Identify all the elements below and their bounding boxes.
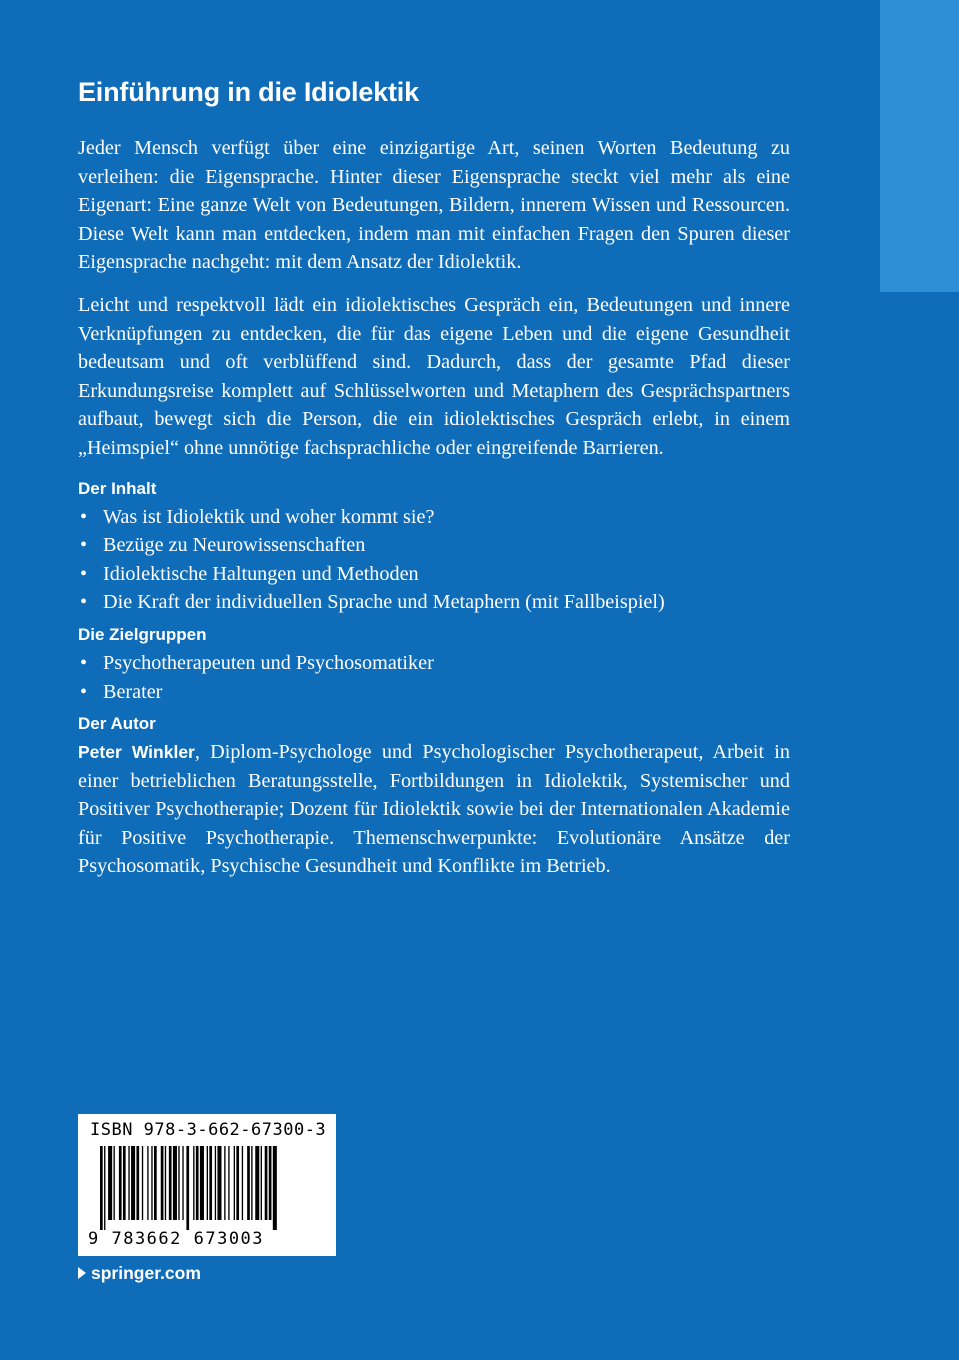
intro-paragraph-1: Jeder Mensch verfügt über eine einzigartige Art, seinen Worten Bedeutung zu verleihen: die Eigensprache. Hinter dieser Eigensprache steckt viel mehr als eine Eigenart: Eine ganze Welt von Bedeutungen, Bildern, innerem Wissen und Ressourcen. Diese Welt kann man entdecken, indem man mit einfachen Fragen den Spuren dieser Eigensprache nachgeht: mit dem Ansatz der Idiolektik.: [78, 137, 790, 274]
book-title: Einführung in die Idiolektik: [78, 77, 419, 107]
barcode-bar: [173, 1146, 177, 1220]
barcode-bar: [209, 1146, 212, 1220]
bullet-icon: •: [80, 505, 88, 528]
ean-digits: 9 783662 673003: [88, 1229, 265, 1249]
barcode-bar: [151, 1146, 152, 1220]
barcode-bar: [136, 1146, 139, 1220]
barcode-bar: [224, 1146, 225, 1220]
barcode-bar: [247, 1146, 250, 1220]
author-bio: [78, 738, 790, 881]
target-group-list: [78, 649, 790, 706]
barcode-bar: [178, 1146, 179, 1220]
barcode-bar: [255, 1146, 259, 1220]
barcode-bar: [142, 1146, 143, 1220]
barcode-bar: [114, 1146, 115, 1220]
barcode-bar: [236, 1146, 239, 1220]
barcode-bar: [265, 1146, 268, 1220]
target-group-heading: Die Zielgruppen: [78, 624, 207, 644]
barcode-bar: [242, 1146, 243, 1220]
content-list-item: • Idiolektische Haltungen und Methoden: [78, 560, 790, 589]
bullet-icon: •: [80, 680, 88, 703]
barcode-bar: [228, 1146, 229, 1220]
content-heading: Der Inhalt: [78, 478, 157, 498]
barcode-bar: [217, 1146, 221, 1220]
barcode-bar: [196, 1146, 199, 1220]
barcode-bar: [273, 1146, 277, 1230]
barcode-bar: [186, 1146, 189, 1230]
barcode-bar: [169, 1146, 172, 1220]
barcode-bar: [261, 1146, 262, 1220]
barcode-bar: [147, 1146, 148, 1220]
back-cover-text: [78, 72, 790, 895]
barcode-bar: [131, 1146, 135, 1220]
barcode-bar: [119, 1146, 122, 1220]
publisher-link[interactable]: [78, 1261, 201, 1285]
barcode-bar: [182, 1146, 183, 1220]
publisher-link-text[interactable]: springer.com: [91, 1263, 201, 1283]
barcode-bar: [200, 1146, 204, 1220]
bullet-icon: •: [80, 534, 88, 557]
arrow-right-icon: [78, 1267, 86, 1279]
isbn-number: ISBN 978-3-662-67300-3: [90, 1120, 327, 1140]
barcode-bar: [234, 1146, 235, 1220]
barcode-bar: [123, 1146, 126, 1220]
content-list-item: • Bezüge zu Neurowissenschaften: [78, 531, 790, 560]
barcode-bar: [154, 1146, 157, 1220]
barcode-bar: [251, 1146, 252, 1220]
bullet-icon: •: [80, 591, 88, 614]
intro-paragraph-2: Leicht und respektvoll lädt ein idiolektisches Gespräch ein, Bedeutungen und innere Verknüpfungen zu entdecken, die für das eigene Leben und die eigene Gesundheit bedeutsam und oft verblüffend sind. Dadurch, dass der gesamte Pfad dieser Erkundungsreise komplett auf Schlüsselworten und Metaphern des Gesprächspartners aufbaut, bewegt sich die Person, die ein idiolektisches Gespräch erlebt, in einem „Heimspiel“ ohne unnötige fachsprachliche oder eingreifende Barrieren.: [78, 293, 790, 459]
barcode-bar: [193, 1146, 194, 1220]
content-list-item: • Die Kraft der individuellen Sprache und Metaphern (mit Fallbeispiel): [78, 588, 790, 617]
color-tab: [880, 0, 959, 292]
barcode-bar: [269, 1146, 272, 1220]
isbn-barcode: [78, 1114, 336, 1256]
barcode-bar: [128, 1146, 129, 1220]
author-heading: Der Autor: [78, 714, 156, 734]
content-list-item: • Was ist Idiolektik und woher kommt sie?: [78, 503, 790, 532]
barcode-bar: [108, 1146, 112, 1220]
barcode-bar: [161, 1146, 164, 1220]
bullet-icon: •: [80, 651, 88, 674]
barcode-bar: [104, 1146, 105, 1230]
barcode-bar: [100, 1146, 103, 1230]
bullet-icon: •: [80, 562, 88, 585]
author-name: Peter Winkler: [78, 742, 195, 763]
target-group-item: • Berater: [78, 678, 790, 707]
barcode-bar: [165, 1146, 166, 1220]
content-list: [78, 503, 790, 617]
author-bio-text: , Diplom-Psychologe und Psychologischer Psychotherapeut, Arbeit in einer betrieblichen Beratungsstelle, Fortbildungen in Idiolektik, Systemischer und Positiver Psychotherapie; Dozent für Idiolektik sowie bei der Internationalen Akademie für Positive Psychotherapie. Themenschwerpunkte: Evolutionäre Ansätze der Psychosomatik, Psychische Gesundheit und Konflikte im Betrieb.: [78, 741, 790, 878]
barcode-bars: [86, 1146, 328, 1230]
barcode-bar: [215, 1146, 216, 1220]
barcode-bar: [207, 1146, 208, 1220]
target-group-item: • Psychotherapeuten und Psychosomatiker: [78, 649, 790, 678]
